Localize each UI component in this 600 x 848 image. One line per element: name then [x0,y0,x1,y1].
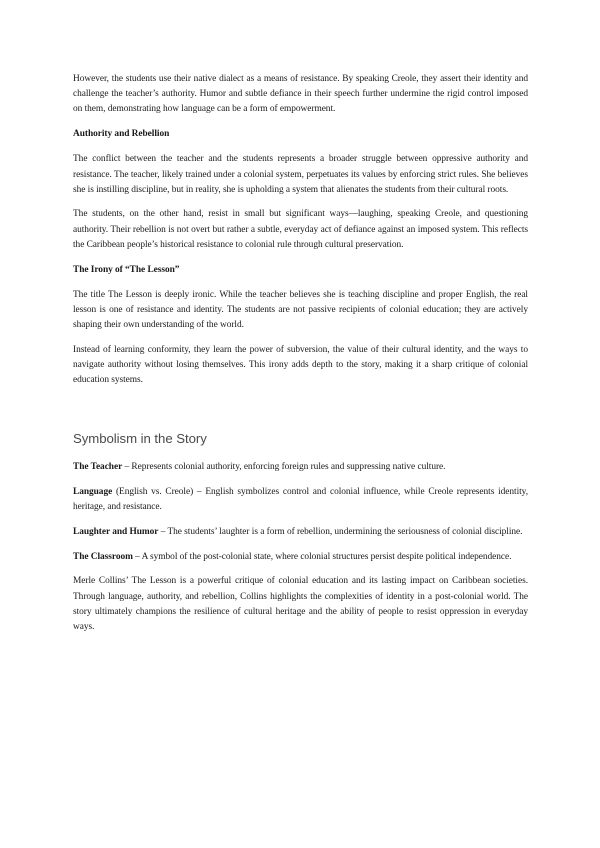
symbol-item-classroom [73,550,528,565]
symbol-term: Laughter and Humor [73,527,159,538]
symbol-term: The Classroom [73,551,133,562]
document-page [73,72,528,645]
authority-paragraph-1: The conflict between the teacher and the students represents a broader struggle between oppressive authority and resistance. The teacher, likely trained under a colonial system, perpetuates its values by enforcing strict rules. She believes she is instilling discipline, but in reality, she is upholding a system that alienates the students from their cultural roots. [73,154,528,195]
symbol-term: Language [73,487,113,498]
symbol-item-teacher [73,460,528,475]
irony-paragraph-1: The title The Lesson is deeply ironic. While the teacher believes she is teaching discipline and proper English, the real lesson is one of resistance and identity. The students are not passive recipients of colonial education; they are actively shaping their own understanding of the world. [73,289,528,331]
symbol-description: – The students’ laughter is a form of rebellion, undermining the seriousness of colonial discipline. [158,527,523,538]
symbol-description: (English vs. Creole) – English symbolizes control and colonial influence, while Creole represents identity, heritage, and resistance. [73,487,528,513]
authority-paragraph-2: The students, on the other hand, resist in small but significant ways—laughing, speaking Creole, and questioning authority. Their rebellion is not overt but rather a subtle, everyday act of defiance against an imposed system. This reflects the Caribbean people’s historical resistance to colonial rule through cultural preservation. [73,209,528,250]
symbolism-section-title: Symbolism in the Story [73,431,207,447]
irony-paragraph-2: Instead of learning conformity, they learn the power of subversion, the value of their cultural identity, and the ways to navigate authority without losing themselves. This irony adds depth to the story, making it a sharp critique of colonial education systems. [73,344,528,386]
symbol-term: The Teacher [73,462,123,473]
symbol-item-language [73,485,528,515]
conclusion-paragraph: Merle Collins’ The Lesson is a powerful critique of colonial education and its lasting impact on Caribbean societies. Through language, authority, and rebellion, Collins highlights the complexities of identity in a post-colonial world. The story ultimately champions the resilience of cultural heritage and the ability of people to resist oppression in everyday ways. [73,576,528,633]
intro-paragraph: However, the students use their native dialect as a means of resistance. By speaking Creole, they assert their identity and challenge the teacher’s authority. Humor and subtle defiance in their speech further undermine the rigid control imposed on them, demonstrating how language can be a form of empowerment. [73,74,528,115]
symbol-description: – A symbol of the post-colonial state, where colonial structures persist despite political independence. [132,551,512,562]
symbol-description: – Represents colonial authority, enforcing foreign rules and suppressing native culture. [122,462,446,473]
irony-heading: The Irony of “The Lesson” [73,264,180,275]
symbol-item-laughter [73,525,528,540]
authority-heading: Authority and Rebellion [73,129,170,140]
